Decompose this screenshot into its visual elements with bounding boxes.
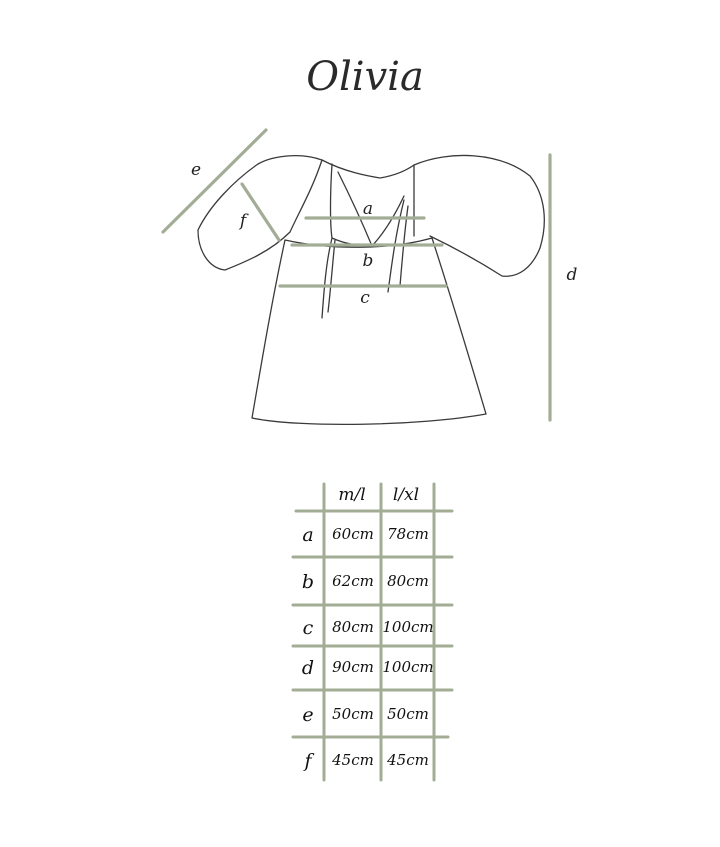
measure-line-e [163, 130, 266, 232]
page-title: Olivia [306, 54, 424, 100]
table-cell: 45cm [332, 751, 374, 769]
size-table [293, 484, 452, 780]
table-cell: 60cm [332, 525, 374, 543]
table-header-m-l: m/l [338, 485, 366, 505]
measure-label-e: e [190, 160, 202, 180]
table-cell: 80cm [332, 618, 374, 636]
table-cell: 100cm [382, 658, 434, 676]
table-cell: 62cm [332, 572, 374, 590]
table-cell: 78cm [387, 525, 429, 543]
table-cell: 50cm [387, 705, 429, 723]
table-row-key: c [302, 617, 314, 639]
garment-outline-neckline [322, 160, 414, 236]
measure-label-f: f [239, 211, 247, 231]
table-row-key: f [304, 750, 312, 772]
measure-label-a: a [362, 199, 374, 219]
garment-outline-right-sleeve [414, 155, 544, 276]
table-cell: 90cm [332, 658, 374, 676]
measure-label-c: c [360, 288, 370, 308]
measure-label-d: d [566, 265, 578, 285]
table-cell: 100cm [382, 618, 434, 636]
table-row-key: a [302, 524, 314, 546]
measure-label-b: b [362, 251, 374, 271]
table-cell: 50cm [332, 705, 374, 723]
table-row-key: d [301, 657, 315, 679]
table-cell: 80cm [387, 572, 429, 590]
table-header-l-xl: l/xl [392, 485, 420, 505]
table-row-key: e [302, 704, 314, 726]
table-cell: 45cm [387, 751, 429, 769]
table-row-key: b [301, 571, 315, 593]
garment-drawstring-left [322, 238, 332, 318]
measure-line-f [242, 184, 279, 240]
